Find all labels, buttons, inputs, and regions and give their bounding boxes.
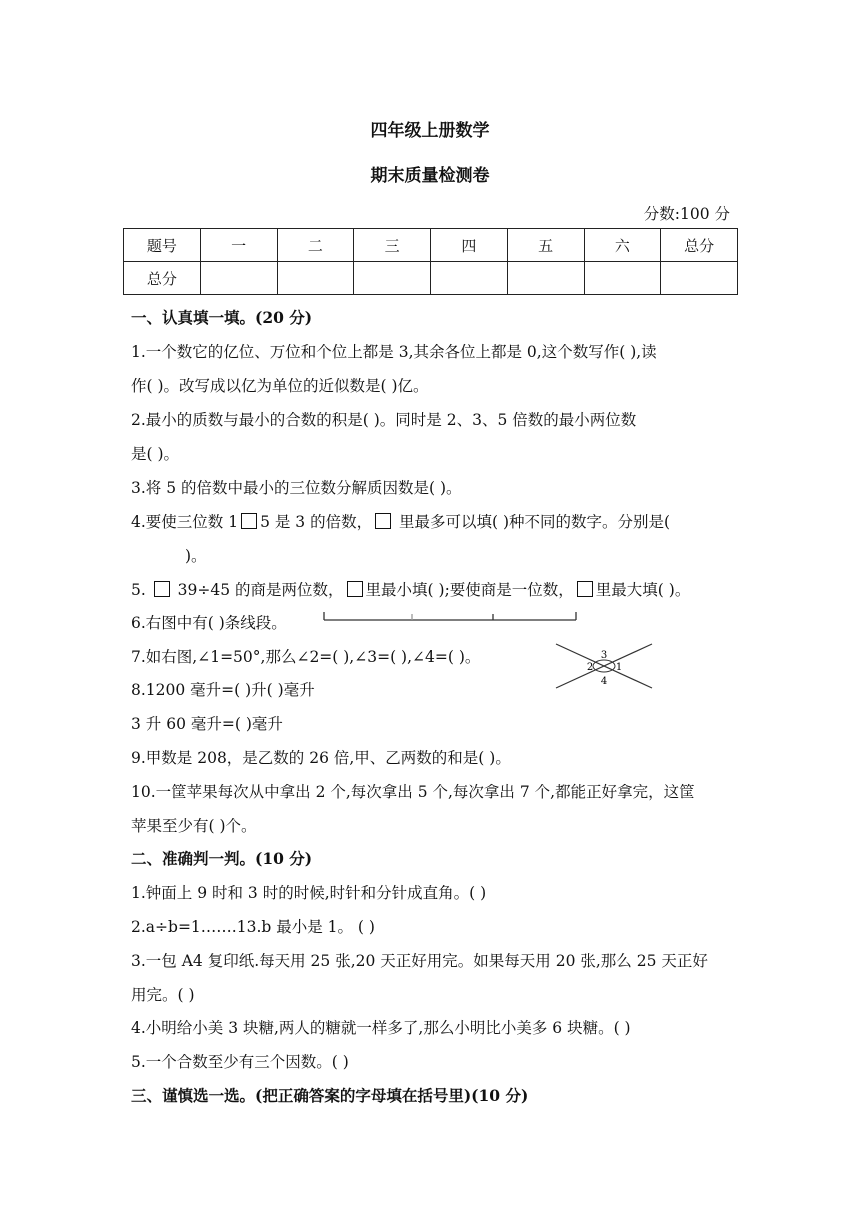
total-score-label: 分数:100 分 <box>643 205 730 223</box>
score-table-score-row <box>124 262 738 295</box>
question-1-6: 6.右图中有( )条线段。 <box>131 614 287 632</box>
score-input-cell[interactable] <box>200 262 277 295</box>
angle-label-4: 4 <box>600 676 608 687</box>
question-1-9: 9.甲数是 208，是乙数的 26 倍,甲、乙两数的和是( )。 <box>131 749 511 767</box>
question-1-5 <box>131 578 690 600</box>
question-text: 5 是 3 的倍数， <box>260 513 373 531</box>
question-1-8: 8.1200 毫升=( )升( )毫升 <box>131 681 315 699</box>
table-cell: 一 <box>200 229 277 262</box>
question-text: 4.要使三位数 1 <box>131 513 239 531</box>
question-2-2: 2.a÷b=1…….13.b 最小是 1。 ( ) <box>131 918 375 936</box>
table-cell: 五 <box>507 229 584 262</box>
score-input-cell[interactable] <box>507 262 584 295</box>
blank-box[interactable] <box>375 513 391 529</box>
question-2-3-line1: 3.一包 A4 复印纸.每天用 25 张,20 天正好用完。如果每天用 20 张,那么 25 天正好 <box>131 952 708 970</box>
blank-box[interactable] <box>577 581 593 597</box>
question-1-7: 7.如右图,∠1=50°,那么∠2=( ),∠3=( ),∠4=( )。 <box>131 648 481 666</box>
angle-label-1: 1 <box>615 662 623 673</box>
question-1-4-line2: )。 <box>185 547 207 565</box>
score-input-cell[interactable] <box>661 262 738 295</box>
section-2-heading: 二、准确判一判。(10 分) <box>131 849 313 868</box>
question-1-1-line1: 1.一个数它的亿位、万位和个位上都是 3,其余各位上都是 0,这个数写作( ),读 <box>131 343 657 361</box>
page-title: 四年级上册数学 <box>370 121 490 141</box>
section-3-heading: 三、谨慎选一选。(把正确答案的字母填在括号里)(10 分) <box>131 1086 529 1105</box>
question-1-10-line2: 苹果至少有( )个。 <box>131 817 257 835</box>
question-1-8b: 3 升 60 毫升=( )毫升 <box>131 715 283 733</box>
question-1-2-line1: 2.最小的质数与最小的合数的积是( )。同时是 2、3、5 倍数的最小两位数 <box>131 411 637 429</box>
score-input-cell[interactable] <box>277 262 354 295</box>
section-1-heading: 一、认真填一填。(20 分) <box>131 308 313 327</box>
table-cell: 三 <box>354 229 431 262</box>
question-1-1-line2: 作( )。改写成以亿为单位的近似数是( )亿。 <box>131 377 429 395</box>
table-cell: 题号 <box>124 229 201 262</box>
question-1-2-line2: 是( )。 <box>131 445 180 463</box>
line-segment-figure <box>320 606 582 628</box>
question-2-4: 4.小明给小美 3 块糖,两人的糖就一样多了,那么小明比小美多 6 块糖。( ) <box>131 1019 631 1037</box>
score-table <box>123 228 738 295</box>
blank-box[interactable] <box>241 513 257 529</box>
score-table-header-row <box>124 229 738 262</box>
question-1-10-line1: 10.一筐苹果每次从中拿出 2 个,每次拿出 5 个,每次拿出 7 个,都能正好拿完，这筐 <box>131 783 695 801</box>
score-input-cell[interactable] <box>431 262 508 295</box>
table-cell: 六 <box>584 229 661 262</box>
question-text: 5. <box>131 581 146 599</box>
question-2-3-line2: 用完。( ) <box>131 986 195 1004</box>
blank-box[interactable] <box>154 581 170 597</box>
question-2-5: 5.一个合数至少有三个因数。( ) <box>131 1053 349 1071</box>
score-input-cell[interactable] <box>584 262 661 295</box>
score-input-cell[interactable] <box>354 262 431 295</box>
question-1-4-line1 <box>131 510 670 532</box>
page-subtitle: 期末质量检测卷 <box>370 166 490 186</box>
table-cell: 四 <box>431 229 508 262</box>
table-cell: 总分 <box>124 262 201 295</box>
table-cell: 二 <box>277 229 354 262</box>
table-cell: 总分 <box>661 229 738 262</box>
question-text: 里最小填( );要使商是一位数， <box>365 581 574 599</box>
question-text: 里最多可以填( )种不同的数字。分别是( <box>399 513 671 531</box>
question-text: 里最大填( )。 <box>595 581 691 599</box>
question-1-3: 3.将 5 的倍数中最小的三位数分解质因数是( )。 <box>131 479 462 497</box>
question-text: 39÷45 的商是两位数， <box>177 581 344 599</box>
blank-box[interactable] <box>347 581 363 597</box>
angle-label-3: 3 <box>600 650 608 661</box>
question-2-1: 1.钟面上 9 时和 3 时的时候,时针和分针成直角。( ) <box>131 884 487 902</box>
angle-figure <box>552 640 656 692</box>
angle-label-2: 2 <box>586 662 594 673</box>
